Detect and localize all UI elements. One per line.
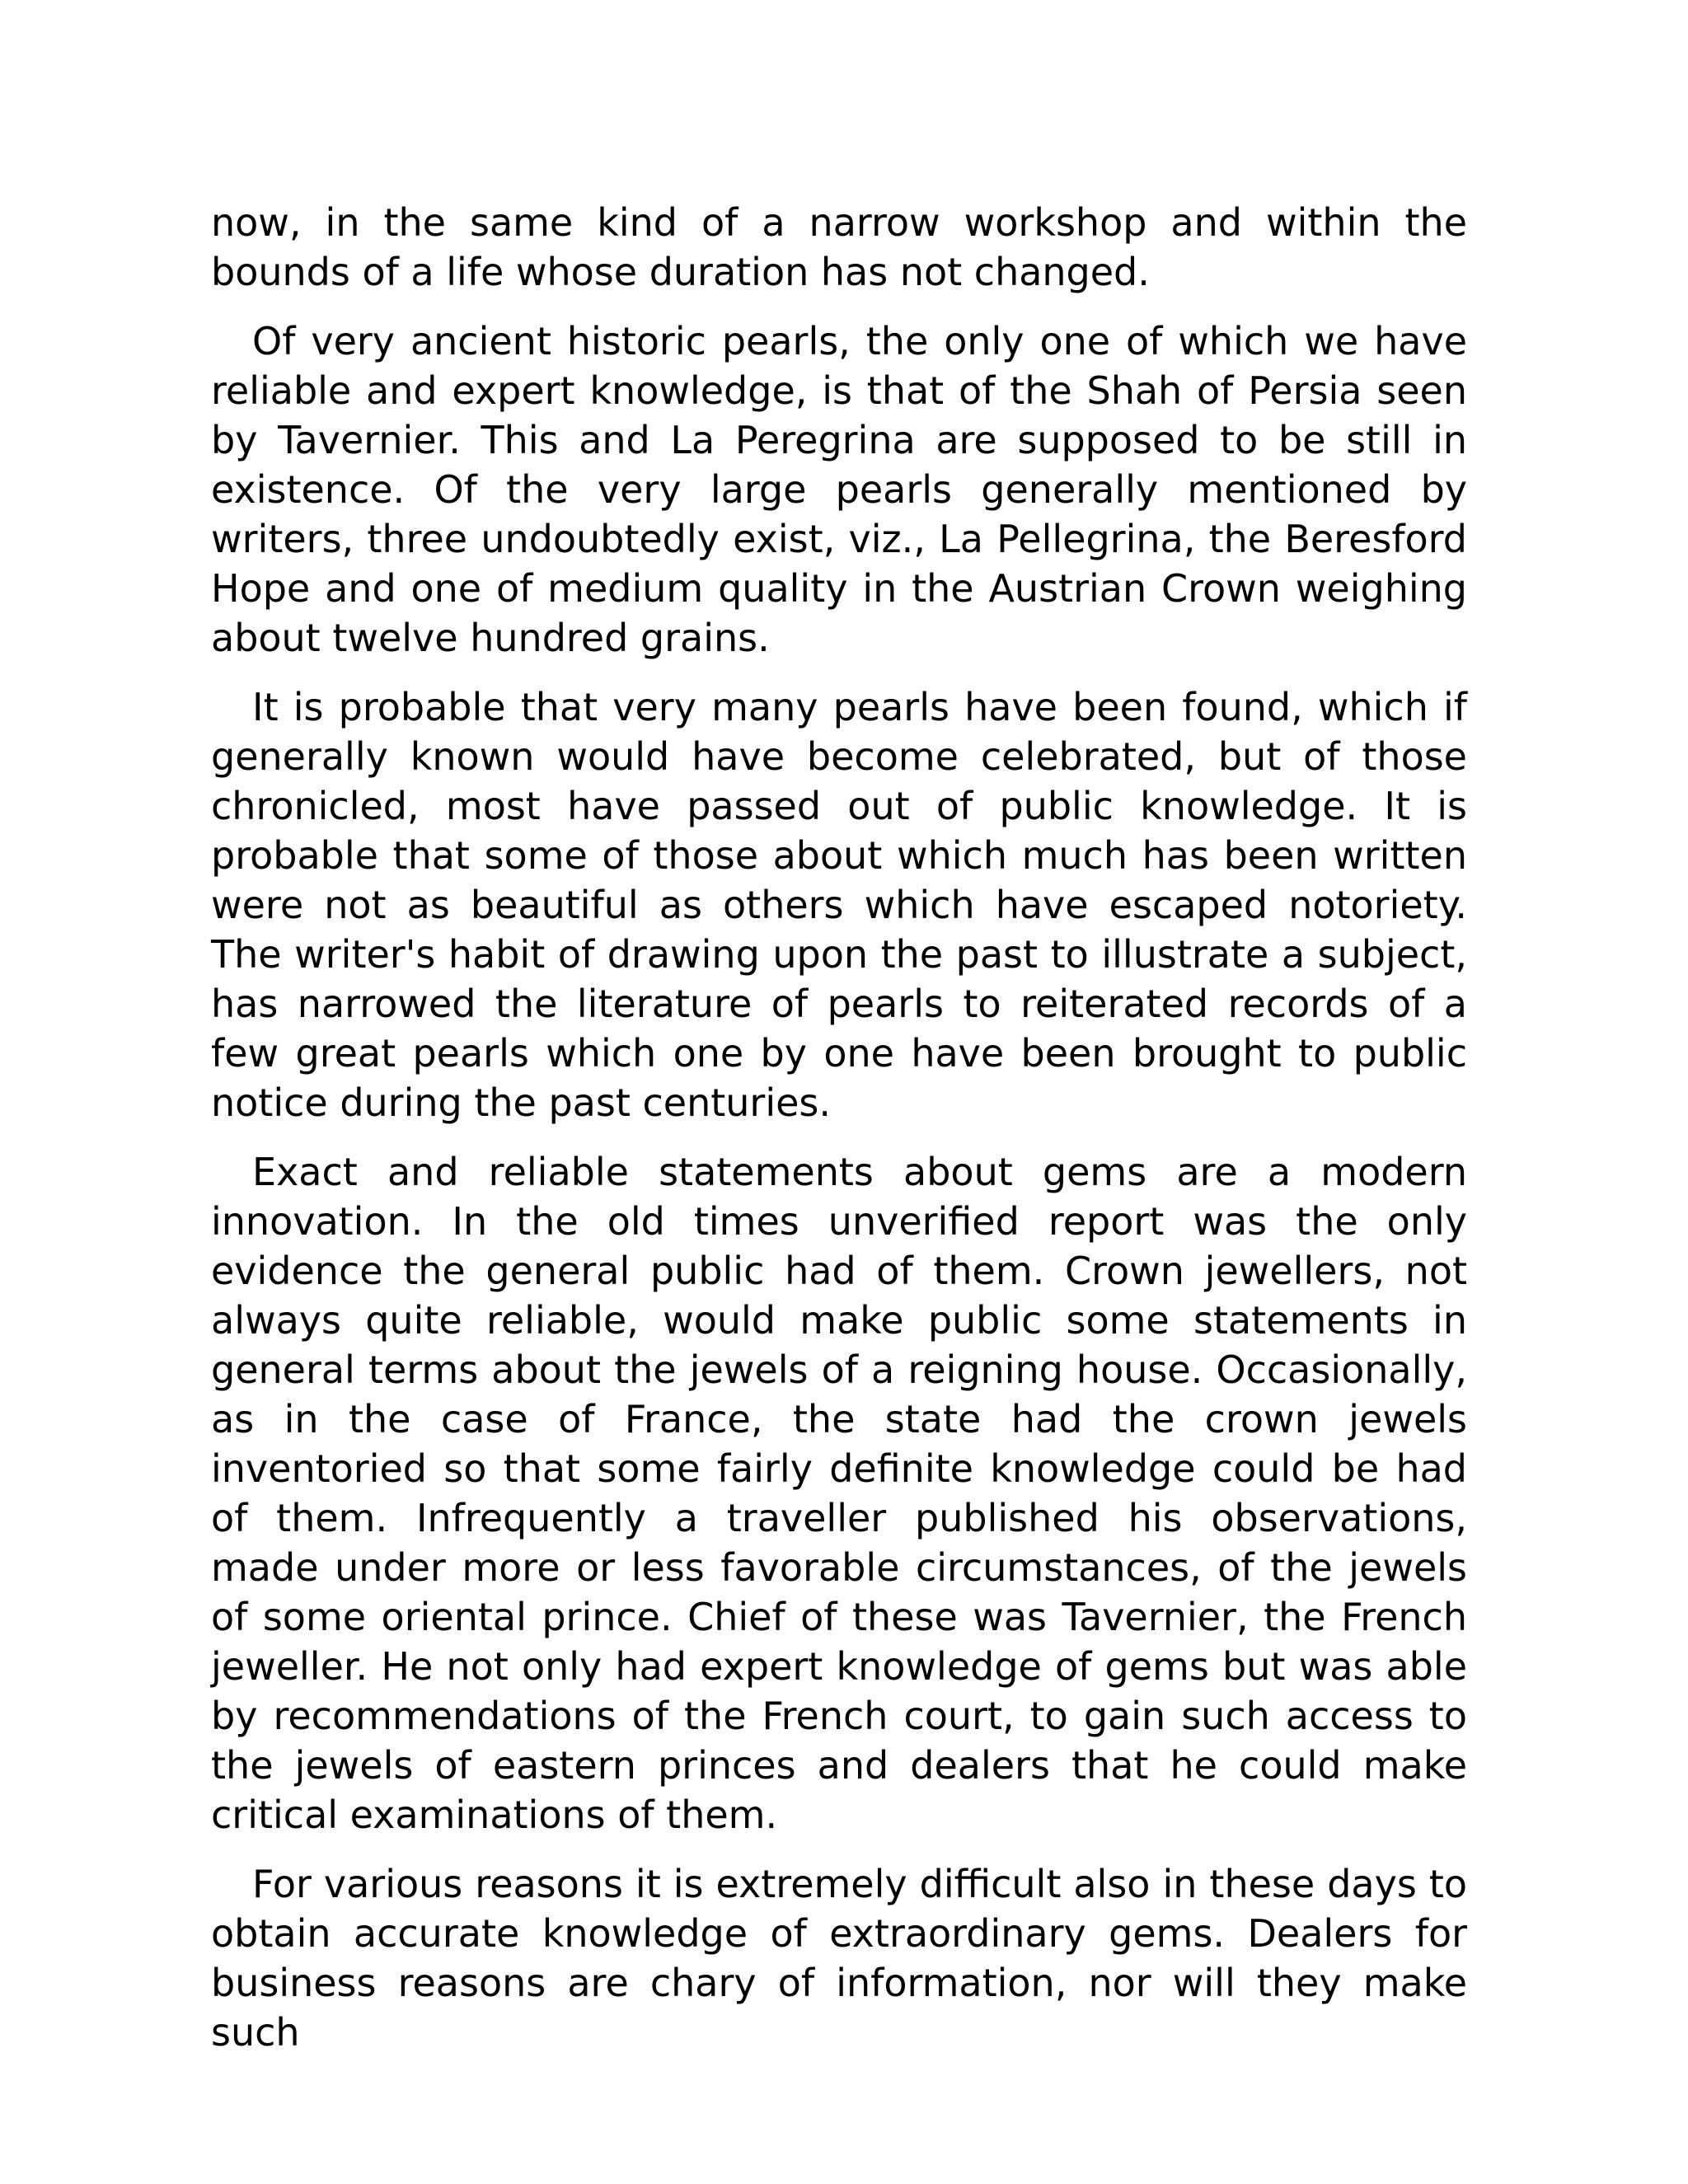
paragraph: It is probable that very many pearls have been found, which if generally known would have become celebrated, but of those chronicled, most have passed out of public knowledge. It is probable that some of those about which much has been written were not as beautiful as others which have escaped notoriety. The writer's habit of drawing upon the past to illustrate a subject, has narrowed the literature of pearls to reiterated records of a few great pearls which one by one have been brought to public notice during the past centuries. [211, 685, 1467, 1125]
body-text [211, 198, 1467, 2057]
paragraph: For various reasons it is extremely difficult also in these days to obtain accurate knowledge of extraordinary gems. Dealers for business reasons are chary of information, nor will they make such [211, 1862, 1467, 2055]
paragraph: Of very ancient historic pearls, the only one of which we have reliable and expert knowledge, is that of the Shah of Persia seen by Tavernier. This and La Peregrina are supposed to be still in existence. Of the very large pearls generally mentioned by writers, three undoubtedly exist, viz., La Pellegrina, the Beresford Hope and one of medium quality in the Austrian Crown weighing about twelve hundred grains. [211, 319, 1467, 660]
paragraph-continued: now, in the same kind of a narrow workshop and within the bounds of a life whose duration has not changed. [211, 200, 1467, 294]
paragraph: Exact and reliable statements about gems are a modern innovation. In the old times unverified report was the only evidence the general public had of them. Crown jewellers, not always quite reliable, would make public some statements in general terms about the jewels of a reigning house. Occasionally, as in the case of France, the state had the crown jewels inventoried so that some fairly definite knowledge could be had of them. Infrequently a traveller published his observations, made under more or less favorable circumstances, of the jewels of some oriental prince. Chief of these was Tavernier, the French jeweller. He not only had expert knowledge of gems but was able by recommendations of the French court, to gain such access to the jewels of eastern princes and dealers that he could make critical examinations of them. [211, 1150, 1467, 1837]
